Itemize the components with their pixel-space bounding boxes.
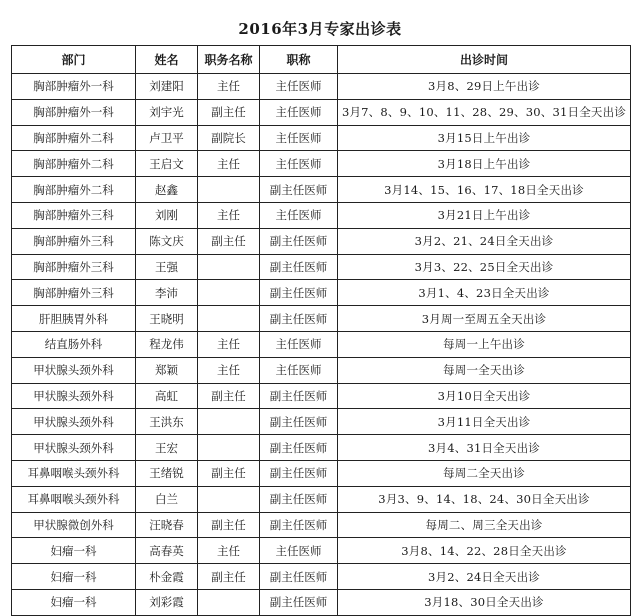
cell-name: 刘宇光 — [136, 99, 198, 125]
cell-department: 结直肠外科 — [12, 331, 136, 357]
cell-position — [198, 280, 260, 306]
cell-position — [198, 486, 260, 512]
cell-department: 胸部肿瘤外三科 — [12, 228, 136, 254]
cell-name: 李沛 — [136, 280, 198, 306]
table-row — [12, 125, 631, 151]
cell-position — [198, 177, 260, 203]
cell-position: 主任 — [198, 74, 260, 100]
cell-name: 刘建阳 — [136, 74, 198, 100]
cell-department: 胸部肿瘤外三科 — [12, 280, 136, 306]
cell-name: 王洪东 — [136, 409, 198, 435]
cell-clinic-time: 3月7、8、9、10、11、28、29、30、31日全天出诊 — [338, 99, 631, 125]
table-row — [12, 306, 631, 332]
table-row — [12, 486, 631, 512]
cell-professional-title: 主任医师 — [260, 74, 338, 100]
cell-department: 甲状腺头颈外科 — [12, 409, 136, 435]
cell-professional-title: 副主任医师 — [260, 460, 338, 486]
cell-clinic-time: 3月8、29日上午出诊 — [338, 74, 631, 100]
table-row — [12, 202, 631, 228]
cell-name: 汪晓春 — [136, 512, 198, 538]
cell-professional-title: 主任医师 — [260, 357, 338, 383]
cell-clinic-time: 3月11日全天出诊 — [338, 409, 631, 435]
table-row — [12, 99, 631, 125]
cell-professional-title: 副主任医师 — [260, 512, 338, 538]
cell-position: 副主任 — [198, 460, 260, 486]
cell-professional-title: 副主任医师 — [260, 228, 338, 254]
schedule-table — [11, 45, 631, 616]
cell-clinic-time: 每周一上午出诊 — [338, 331, 631, 357]
table-row — [12, 460, 631, 486]
cell-position — [198, 435, 260, 461]
cell-position: 主任 — [198, 357, 260, 383]
cell-clinic-time: 3月2、21、24日全天出诊 — [338, 228, 631, 254]
cell-name: 朴金霞 — [136, 564, 198, 590]
cell-professional-title: 主任医师 — [260, 331, 338, 357]
table-row — [12, 409, 631, 435]
cell-position — [198, 409, 260, 435]
cell-name: 郑颖 — [136, 357, 198, 383]
cell-clinic-time: 3月2、24日全天出诊 — [338, 564, 631, 590]
cell-clinic-time: 3月3、22、25日全天出诊 — [338, 254, 631, 280]
cell-position: 主任 — [198, 151, 260, 177]
cell-position: 主任 — [198, 538, 260, 564]
table-row — [12, 151, 631, 177]
cell-professional-title: 副主任医师 — [260, 435, 338, 461]
cell-position: 主任 — [198, 331, 260, 357]
cell-name: 王绪锐 — [136, 460, 198, 486]
cell-department: 甲状腺头颈外科 — [12, 357, 136, 383]
header-professional-title: 职称 — [260, 46, 338, 74]
cell-position: 副主任 — [198, 512, 260, 538]
table-row — [12, 512, 631, 538]
cell-name: 高虹 — [136, 383, 198, 409]
table-body — [12, 74, 631, 616]
cell-position: 副主任 — [198, 383, 260, 409]
cell-clinic-time: 3月18日上午出诊 — [338, 151, 631, 177]
cell-name: 陈文庆 — [136, 228, 198, 254]
cell-position: 主任 — [198, 202, 260, 228]
cell-professional-title: 副主任医师 — [260, 306, 338, 332]
cell-professional-title: 副主任医师 — [260, 564, 338, 590]
cell-name: 王强 — [136, 254, 198, 280]
cell-professional-title: 主任医师 — [260, 99, 338, 125]
cell-name: 刘刚 — [136, 202, 198, 228]
cell-clinic-time: 3月3、9、14、18、24、30日全天出诊 — [338, 486, 631, 512]
cell-name: 王晓明 — [136, 306, 198, 332]
cell-professional-title: 副主任医师 — [260, 486, 338, 512]
cell-clinic-time: 3月15日上午出诊 — [338, 125, 631, 151]
cell-name: 卢卫平 — [136, 125, 198, 151]
cell-professional-title: 副主任医师 — [260, 177, 338, 203]
cell-clinic-time: 3月18、30日全天出诊 — [338, 589, 631, 615]
table-row — [12, 74, 631, 100]
cell-position: 副院长 — [198, 125, 260, 151]
cell-clinic-time: 3月1、4、23日全天出诊 — [338, 280, 631, 306]
cell-position — [198, 306, 260, 332]
cell-department: 肝胆胰胃外科 — [12, 306, 136, 332]
table-row — [12, 383, 631, 409]
cell-professional-title: 副主任医师 — [260, 589, 338, 615]
cell-professional-title: 主任医师 — [260, 151, 338, 177]
cell-department: 耳鼻咽喉头颈外科 — [12, 486, 136, 512]
cell-name: 刘彩霞 — [136, 589, 198, 615]
cell-clinic-time: 每周二、周三全天出诊 — [338, 512, 631, 538]
table-row — [12, 357, 631, 383]
table-row — [12, 177, 631, 203]
header-name: 姓名 — [136, 46, 198, 74]
cell-name: 程龙伟 — [136, 331, 198, 357]
table-row — [12, 331, 631, 357]
table-row — [12, 280, 631, 306]
cell-clinic-time: 3月21日上午出诊 — [338, 202, 631, 228]
document-title: 2016年3月专家出诊表 — [238, 20, 402, 38]
cell-clinic-time: 每周一全天出诊 — [338, 357, 631, 383]
cell-position: 副主任 — [198, 228, 260, 254]
cell-department: 胸部肿瘤外一科 — [12, 99, 136, 125]
cell-department: 胸部肿瘤外二科 — [12, 125, 136, 151]
header-position: 职务名称 — [198, 46, 260, 74]
cell-clinic-time: 3月14、15、16、17、18日全天出诊 — [338, 177, 631, 203]
cell-clinic-time: 3月4、31日全天出诊 — [338, 435, 631, 461]
cell-position — [198, 254, 260, 280]
cell-department: 甲状腺头颈外科 — [12, 435, 136, 461]
cell-professional-title: 副主任医师 — [260, 409, 338, 435]
cell-clinic-time: 3月周一至周五全天出诊 — [338, 306, 631, 332]
cell-clinic-time: 3月8、14、22、28日全天出诊 — [338, 538, 631, 564]
table-row — [12, 589, 631, 615]
cell-clinic-time: 每周二全天出诊 — [338, 460, 631, 486]
cell-department: 妇瘤一科 — [12, 589, 136, 615]
cell-professional-title: 主任医师 — [260, 125, 338, 151]
cell-name: 赵鑫 — [136, 177, 198, 203]
table-row — [12, 538, 631, 564]
table-row — [12, 254, 631, 280]
cell-department: 胸部肿瘤外二科 — [12, 177, 136, 203]
cell-clinic-time: 3月10日全天出诊 — [338, 383, 631, 409]
cell-name: 王启文 — [136, 151, 198, 177]
cell-department: 胸部肿瘤外二科 — [12, 151, 136, 177]
cell-department: 甲状腺微创外科 — [12, 512, 136, 538]
header-clinic-time: 出诊时间 — [338, 46, 631, 74]
table-row — [12, 435, 631, 461]
cell-name: 高春英 — [136, 538, 198, 564]
cell-position — [198, 589, 260, 615]
cell-position: 副主任 — [198, 99, 260, 125]
cell-department: 耳鼻咽喉头颈外科 — [12, 460, 136, 486]
cell-name: 白兰 — [136, 486, 198, 512]
cell-professional-title: 副主任医师 — [260, 280, 338, 306]
table-row — [12, 228, 631, 254]
header-department: 部门 — [12, 46, 136, 74]
cell-position: 副主任 — [198, 564, 260, 590]
cell-professional-title: 副主任医师 — [260, 383, 338, 409]
cell-department: 胸部肿瘤外三科 — [12, 254, 136, 280]
cell-department: 胸部肿瘤外三科 — [12, 202, 136, 228]
table-header-row — [12, 46, 631, 74]
table-row — [12, 564, 631, 590]
cell-name: 王宏 — [136, 435, 198, 461]
cell-professional-title: 副主任医师 — [260, 254, 338, 280]
cell-professional-title: 主任医师 — [260, 538, 338, 564]
cell-professional-title: 主任医师 — [260, 202, 338, 228]
cell-department: 胸部肿瘤外一科 — [12, 74, 136, 100]
cell-department: 妇瘤一科 — [12, 564, 136, 590]
cell-department: 甲状腺头颈外科 — [12, 383, 136, 409]
cell-department: 妇瘤一科 — [12, 538, 136, 564]
